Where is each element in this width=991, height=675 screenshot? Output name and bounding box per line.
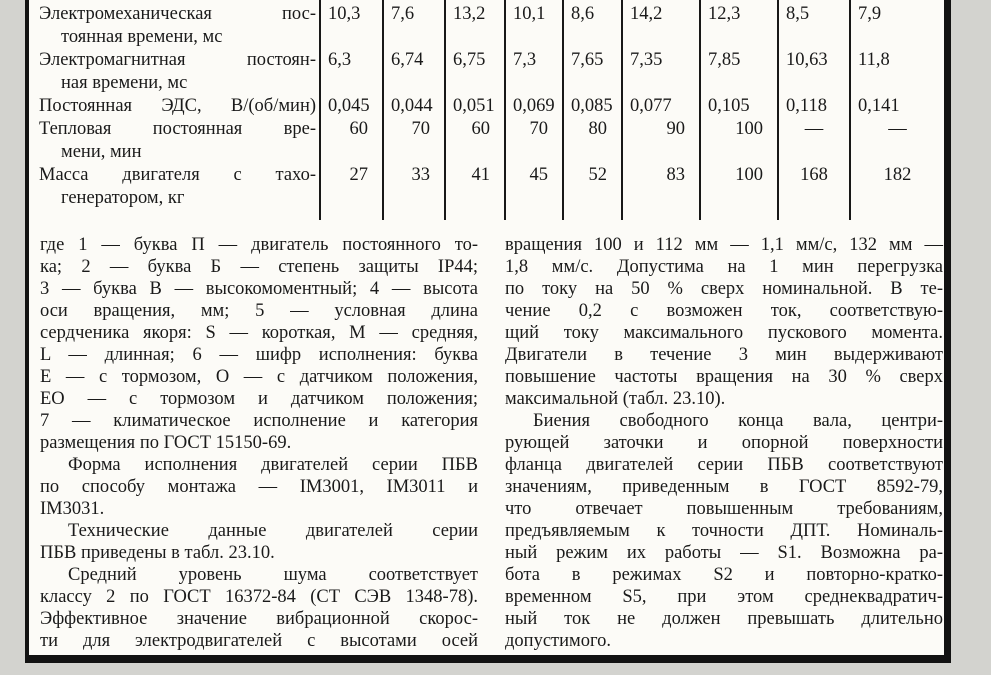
cell-value: 52	[563, 164, 622, 220]
paragraph	[40, 520, 478, 564]
row-label	[29, 118, 320, 164]
row-label-line: генератором, кг	[61, 188, 185, 208]
cell-value: 10,63	[778, 49, 850, 95]
text-line: вращения 100 и 112 мм — 1,1 мм/с, 132 мм —	[505, 235, 943, 255]
text-line: классу 2 по ГОСТ 16372-84 (СТ СЭВ 1348-78).	[40, 587, 478, 607]
cell-value: 0,105	[700, 95, 778, 118]
cell-value: 182	[850, 164, 944, 220]
row-label-line: ная времени, мс	[61, 73, 188, 93]
cell-value: 7,6	[383, 0, 445, 49]
cell-value: 12,3	[700, 0, 778, 49]
cell-value: 7,35	[622, 49, 700, 95]
cell-value: 70	[505, 118, 563, 164]
text-line: предъявляемым к точности ДПТ. Номиналь-	[505, 521, 943, 541]
table-row	[29, 164, 944, 220]
cell-value: 0,051	[445, 95, 505, 118]
paragraph	[505, 234, 943, 410]
cell-value: 0,085	[563, 95, 622, 118]
spec-table-body	[29, 0, 944, 220]
text-line: ЕО — с тормозом и датчиком положения;	[40, 389, 478, 409]
cell-value: 41	[445, 164, 505, 220]
text-line: по способу монтажа — IM3001, IM3011 и	[40, 477, 478, 497]
table-row	[29, 49, 944, 95]
text-line: Двигатели в течение 3 мин выдерживают	[505, 345, 943, 365]
text-line: значениям, приведенным в ГОСТ 8592-79,	[505, 477, 943, 497]
cell-value: 6,75	[445, 49, 505, 95]
text-line: ка; 2 — буква Б — степень защиты IP44;	[40, 257, 478, 277]
row-label-line: Электромагнитная постоян-	[39, 50, 316, 70]
row-label-line: Масса двигателя с тахо-	[39, 165, 316, 185]
row-label	[29, 164, 320, 220]
cell-value: 33	[383, 164, 445, 220]
table-row	[29, 0, 944, 49]
row-label	[29, 0, 320, 49]
text-line: где 1 — буква П — двигатель постоянного то-	[40, 235, 478, 255]
cell-value: 8,5	[778, 0, 850, 49]
text-line: Е — с тормозом, О — с датчиком положения,	[40, 367, 478, 387]
text-line: временном S5, при этом среднеквадратич-	[505, 587, 943, 607]
text-line: что отвечает повышенным требованиям,	[505, 499, 943, 519]
cell-value: 7,3	[505, 49, 563, 95]
text-line: IM3031.	[40, 499, 105, 519]
table-row	[29, 95, 944, 118]
cell-value: 7,9	[850, 0, 944, 49]
row-label-line: мени, мин	[61, 142, 142, 162]
text-line: ти для электродвигателей с высотами осей	[40, 631, 478, 651]
cell-value: 60	[445, 118, 505, 164]
text-line: щий току максимального пускового момента.	[505, 323, 943, 343]
text-line: ПБВ приведены в табл. 23.10.	[40, 543, 275, 563]
text-line: Технические данные двигателей серии	[68, 521, 478, 541]
text-line: повышение частоты вращения на 30 % сверх	[505, 367, 943, 387]
text-line: L — длинная; 6 — шифр исполнения: буква	[40, 345, 478, 365]
row-label	[29, 49, 320, 95]
cell-value: 100	[700, 118, 778, 164]
cell-value: 0,077	[622, 95, 700, 118]
cell-value: 6,74	[383, 49, 445, 95]
row-label-line: тоянная времени, мс	[61, 27, 223, 47]
motor-spec-table	[29, 0, 944, 220]
cell-value: 11,8	[850, 49, 944, 95]
cell-value: 0,141	[850, 95, 944, 118]
paragraph	[505, 410, 943, 652]
cell-value: 0,044	[383, 95, 445, 118]
paragraph	[40, 454, 478, 520]
cell-value: 8,6	[563, 0, 622, 49]
table-row	[29, 118, 944, 164]
text-column-left	[40, 234, 478, 652]
cell-value: 13,2	[445, 0, 505, 49]
text-line: 7 — климатическое исполнение и категория	[40, 411, 478, 431]
text-line: бота в режимах S2 и повторно-кратко-	[505, 565, 943, 585]
row-label-line: Электромеханическая пос-	[39, 4, 316, 24]
cell-value: 27	[320, 164, 383, 220]
text-line: фланца двигателей серии ПБВ соответствуют	[505, 455, 943, 475]
text-line: допустимого.	[505, 631, 611, 651]
cell-value: 7,65	[563, 49, 622, 95]
text-line: Эффективное значение вибрационной скорос-	[40, 609, 478, 629]
cell-value: 10,3	[320, 0, 383, 49]
paragraph	[40, 234, 478, 454]
cell-value: 90	[622, 118, 700, 164]
cell-value: 0,118	[778, 95, 850, 118]
cell-value: 60	[320, 118, 383, 164]
cell-value: 70	[383, 118, 445, 164]
text-line: ный режим их работы — S1. Возможна ра-	[505, 543, 943, 563]
paragraph	[40, 564, 478, 652]
text-line: 3 — буква В — высокомоментный; 4 — высота	[40, 279, 478, 299]
cell-value: 100	[700, 164, 778, 220]
text-line: сердченика якоря: S — короткая, М — средняя,	[40, 323, 478, 343]
text-line: Средний уровень шума соответствует	[68, 565, 478, 585]
text-line: размещения по ГОСТ 15150-69.	[40, 433, 292, 453]
cell-value: 45	[505, 164, 563, 220]
cell-value: 10,1	[505, 0, 563, 49]
row-label-line: Тепловая постоянная вре-	[39, 119, 316, 139]
row-label	[29, 95, 320, 118]
text-line: чение 0,2 с возможен ток, соответствую-	[505, 301, 943, 321]
text-line: по току на 50 % сверх номинальной. В те-	[505, 279, 943, 299]
cell-value: —	[778, 118, 850, 164]
row-label-line: Постоянная ЭДС, В/(об/мин)	[39, 96, 316, 116]
cell-value: —	[850, 118, 944, 164]
text-line: оси вращения, мм; 5 — условная длина	[40, 301, 478, 321]
text-column-right	[505, 234, 943, 652]
two-column-text	[29, 234, 944, 652]
text-line: максимальной (табл. 23.10).	[505, 389, 726, 409]
scanned-book-page	[25, 0, 951, 663]
cell-value: 0,069	[505, 95, 563, 118]
text-line: 1,8 мм/с. Допустима на 1 мин перегрузка	[505, 257, 943, 277]
cell-value: 7,85	[700, 49, 778, 95]
cell-value: 168	[778, 164, 850, 220]
text-line: Биения свободного конца вала, центри-	[533, 411, 943, 431]
cell-value: 83	[622, 164, 700, 220]
cell-value: 6,3	[320, 49, 383, 95]
text-line: ный ток не должен превышать длительно	[505, 609, 943, 629]
cell-value: 14,2	[622, 0, 700, 49]
text-line: Форма исполнения двигателей серии ПБВ	[68, 455, 478, 475]
cell-value: 0,045	[320, 95, 383, 118]
text-line: рующей заточки и опорной поверхности	[505, 433, 943, 453]
cell-value: 80	[563, 118, 622, 164]
